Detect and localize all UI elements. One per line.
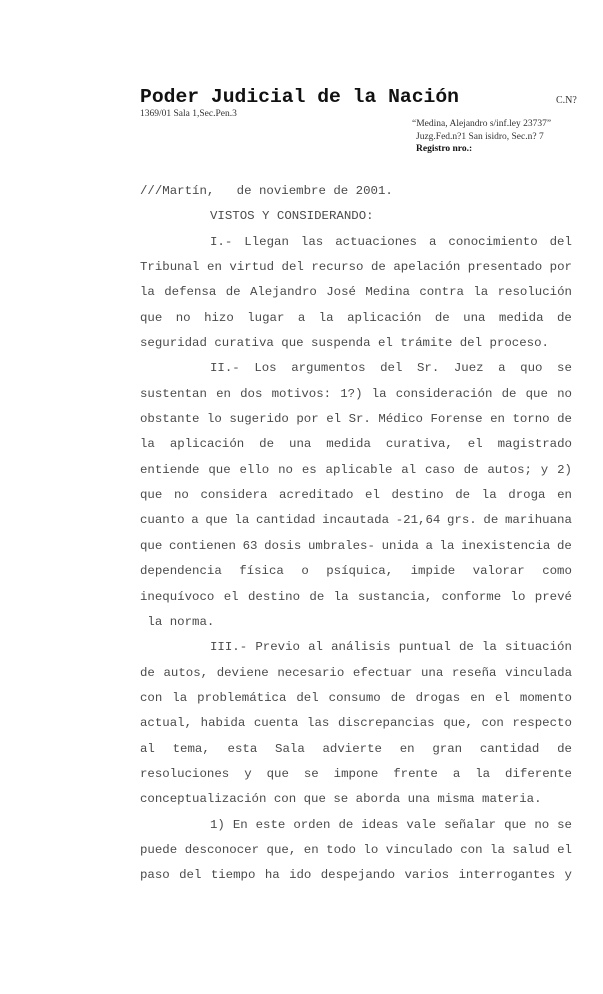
text-line: conceptualización con que se aborda una misma materia. — [140, 792, 542, 807]
text-line: inequívoco el destino de la sustancia, conforme lo prevé — [140, 589, 572, 604]
text-line: cuanto a que la cantidad incautada -21,64 grs. de marihuana — [140, 513, 572, 528]
text-line: de autos, deviene necesario efectuar una reseña vinculada — [140, 665, 572, 680]
page-title: Poder Judicial de la Nación — [140, 86, 459, 108]
text-line: II.- Los argumentos del Sr. Juez a quo se — [210, 361, 572, 376]
case-title: “Medina, Alejandro s/inf.ley 23737” — [412, 119, 552, 129]
registry-number-label: Registro nro.: — [416, 144, 473, 155]
case-file-number: 1369/01 Sala 1,Sec.Pen.3 — [140, 109, 237, 119]
text-line: VISTOS Y CONSIDERANDO: — [210, 209, 374, 224]
court-code: C.N? — [556, 95, 577, 106]
text-line: la defensa de Alejandro José Medina contra la resolución — [140, 285, 572, 300]
text-line: puede desconocer que, en todo lo vinculado con la salud el — [140, 842, 572, 857]
text-line: Tribunal en virtud del recurso de apelación presentado por — [140, 260, 572, 275]
text-line: obstante lo sugerido por el Sr. Médico Forense en torno de — [140, 412, 572, 427]
text-line: la aplicación de una medida curativa, el magistrado — [140, 437, 572, 452]
text-line: sustentan en dos motivos: 1?) la consideración de que no — [140, 386, 572, 401]
text-line: seguridad curativa que suspenda el trámite del proceso. — [140, 336, 549, 351]
case-caption — [412, 118, 551, 156]
court-of-origin: Juzg.Fed.n?1 San isidro, Sec.n? 7 — [416, 131, 544, 142]
text-line: al tema, esta Sala advierte en gran cantidad de — [140, 741, 572, 756]
text-line: que no considera acreditado el destino de la droga en — [140, 488, 572, 503]
text-line: ///Martín, de noviembre de 2001. — [140, 184, 393, 198]
text-line: que no hizo lugar a la aplicación de una medida de — [140, 310, 572, 325]
text-line: con la problemática del consumo de drogas en el momento — [140, 690, 572, 705]
text-line: dependencia física o psíquica, impide valorar como — [140, 564, 572, 579]
text-line: resoluciones y que se impone frente a la diferente — [140, 766, 572, 781]
text-line: paso del tiempo ha ido despejando varios interrogantes y — [140, 868, 572, 883]
document-body — [140, 179, 572, 889]
text-line: entiende que ello no es aplicable al caso de autos; y 2) — [140, 462, 572, 477]
text-line: 1) En este orden de ideas vale señalar que no se — [210, 817, 572, 832]
text-line: III.- Previo al análisis puntual de la situación — [210, 640, 572, 655]
text-line: I.- Llegan las actuaciones a conocimiento del — [210, 234, 572, 249]
text-line: que contienen 63 dosis umbrales- unida a la inexistencia de — [140, 538, 572, 553]
text-line: la norma. — [140, 614, 215, 629]
text-line: actual, habida cuenta las discrepancias que, con respecto — [140, 716, 572, 731]
